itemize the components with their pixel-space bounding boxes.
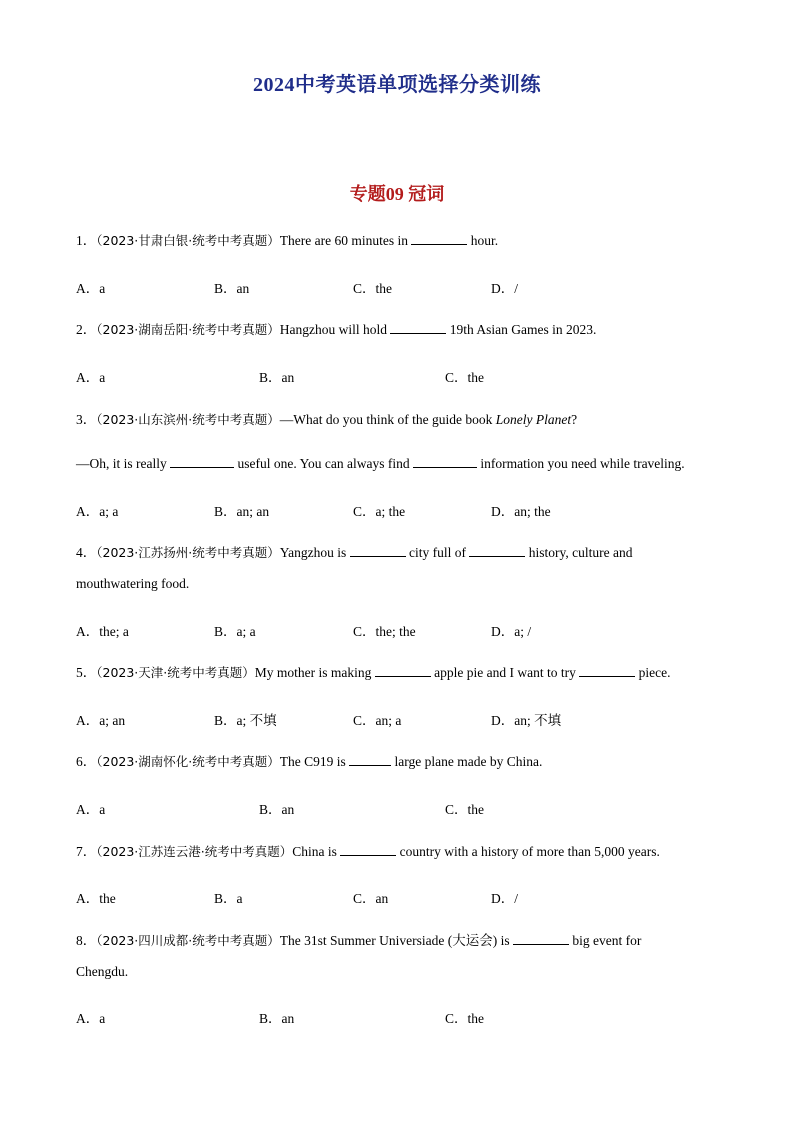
question-number: 3． bbox=[76, 412, 97, 427]
answer-blank[interactable] bbox=[170, 455, 234, 468]
option-a[interactable]: A．a; a bbox=[76, 504, 119, 519]
question-text: mouthwatering food. bbox=[76, 576, 190, 591]
options-7 bbox=[76, 887, 716, 907]
option-a[interactable]: A．a bbox=[76, 370, 106, 385]
question-8 bbox=[76, 925, 716, 956]
question-source: （2023·湖南岳阳·统考中考真题） bbox=[96, 322, 280, 337]
question-source: （2023·天津·统考中考真题） bbox=[96, 665, 255, 680]
option-a[interactable]: A．a bbox=[76, 281, 106, 296]
options-3 bbox=[76, 500, 716, 520]
answer-blank[interactable] bbox=[390, 321, 446, 334]
question-2 bbox=[76, 314, 716, 345]
option-d[interactable]: D．an; 不填 bbox=[491, 713, 562, 728]
answer-blank[interactable] bbox=[469, 544, 525, 557]
book-title: Lonely Planet bbox=[495, 412, 572, 427]
question-5 bbox=[76, 657, 716, 688]
option-c[interactable]: C．an bbox=[353, 891, 389, 906]
question-text: country with a history of more than 5,000 years. bbox=[396, 844, 660, 859]
answer-blank[interactable] bbox=[411, 232, 467, 245]
question-4-line-2 bbox=[76, 568, 716, 599]
answer-blank[interactable] bbox=[349, 753, 391, 766]
question-1 bbox=[76, 225, 716, 256]
option-d[interactable]: D．an; the bbox=[491, 504, 551, 519]
option-c[interactable]: C．the bbox=[445, 802, 484, 817]
answer-blank[interactable] bbox=[375, 664, 431, 677]
question-source: （2023·江苏连云港·统考中考真题） bbox=[96, 844, 293, 859]
question-text: There are 60 minutes in bbox=[279, 233, 412, 248]
question-text: ? bbox=[571, 412, 578, 427]
question-6 bbox=[76, 746, 716, 777]
section-title: 专题09 冠词 bbox=[349, 184, 445, 204]
question-number: 1． bbox=[76, 233, 97, 248]
option-c[interactable]: C．the; the bbox=[353, 624, 416, 639]
question-text: 19th Asian Games in 2023. bbox=[446, 322, 597, 337]
question-number: 6． bbox=[76, 754, 97, 769]
question-number: 4． bbox=[76, 545, 97, 560]
option-b[interactable]: B．a bbox=[214, 891, 243, 906]
question-4 bbox=[76, 537, 716, 568]
question-number: 5． bbox=[76, 665, 97, 680]
option-b[interactable]: B．an bbox=[259, 370, 295, 385]
question-text: China is bbox=[292, 844, 341, 859]
question-3-line-2 bbox=[76, 448, 716, 479]
option-b[interactable]: B．an bbox=[214, 281, 250, 296]
question-text: hour. bbox=[467, 233, 499, 248]
question-number: 8． bbox=[76, 933, 97, 948]
document-title: 2024中考英语单项选择分类训练 bbox=[253, 74, 541, 96]
question-text: piece. bbox=[635, 665, 671, 680]
options-1 bbox=[76, 277, 716, 297]
question-text: useful one. You can always find bbox=[234, 456, 413, 471]
option-c[interactable]: C．the bbox=[445, 1011, 484, 1026]
answer-blank[interactable] bbox=[350, 544, 406, 557]
answer-blank[interactable] bbox=[340, 843, 396, 856]
answer-blank[interactable] bbox=[579, 664, 635, 677]
option-c[interactable]: C．the bbox=[445, 370, 484, 385]
question-text: city full of bbox=[405, 545, 470, 560]
question-text: —What do you think of the guide book bbox=[279, 412, 496, 427]
question-text: large plane made by China. bbox=[391, 754, 543, 769]
option-c[interactable]: C．the bbox=[353, 281, 392, 296]
question-text: Chengdu. bbox=[76, 964, 129, 979]
answer-blank[interactable] bbox=[413, 455, 477, 468]
option-b[interactable]: B．an; an bbox=[214, 504, 270, 519]
option-a[interactable]: A．a bbox=[76, 802, 106, 817]
option-b[interactable]: B．an bbox=[259, 802, 295, 817]
options-6 bbox=[76, 798, 716, 818]
question-text: apple pie and I want to try bbox=[430, 665, 580, 680]
question-8-line-2 bbox=[76, 956, 716, 987]
option-b[interactable]: B．a; a bbox=[214, 624, 256, 639]
question-3 bbox=[76, 404, 716, 435]
question-source: （2023·四川成都·统考中考真题） bbox=[96, 933, 280, 948]
answer-blank[interactable] bbox=[513, 932, 569, 945]
question-text: Yangzhou is bbox=[279, 545, 350, 560]
question-source: （2023·江苏扬州·统考中考真题） bbox=[96, 545, 280, 560]
option-a[interactable]: A．a bbox=[76, 1011, 106, 1026]
question-source: （2023·湖南怀化·统考中考真题） bbox=[96, 754, 280, 769]
question-text: big event for bbox=[568, 933, 642, 948]
option-d[interactable]: D．/ bbox=[491, 891, 518, 906]
question-source: （2023·山东滨州·统考中考真题） bbox=[96, 412, 280, 427]
question-text: The 31st Summer Universiade (大运会) is bbox=[279, 933, 513, 948]
option-c[interactable]: C．a; the bbox=[353, 504, 406, 519]
option-a[interactable]: A．a; an bbox=[76, 713, 126, 728]
options-2 bbox=[76, 366, 716, 386]
option-a[interactable]: A．the; a bbox=[76, 624, 129, 639]
options-8 bbox=[76, 1007, 716, 1027]
question-number: 2． bbox=[76, 322, 97, 337]
option-b[interactable]: B．a; 不填 bbox=[214, 713, 277, 728]
options-5 bbox=[76, 709, 716, 729]
options-4 bbox=[76, 620, 716, 640]
question-text: —Oh, it is really bbox=[76, 456, 171, 471]
question-source: （2023·甘肃白银·统考中考真题） bbox=[96, 233, 280, 248]
option-d[interactable]: D．/ bbox=[491, 281, 518, 296]
question-text: The C919 is bbox=[279, 754, 350, 769]
question-text: history, culture and bbox=[525, 545, 633, 560]
option-d[interactable]: D．a; / bbox=[491, 624, 532, 639]
question-7 bbox=[76, 836, 716, 867]
question-text: information you need while traveling. bbox=[476, 456, 685, 471]
option-c[interactable]: C．an; a bbox=[353, 713, 402, 728]
option-a[interactable]: A．the bbox=[76, 891, 116, 906]
question-text: My mother is making bbox=[254, 665, 375, 680]
question-text: Hangzhou will hold bbox=[279, 322, 391, 337]
question-number: 7． bbox=[76, 844, 97, 859]
option-b[interactable]: B．an bbox=[259, 1011, 295, 1026]
